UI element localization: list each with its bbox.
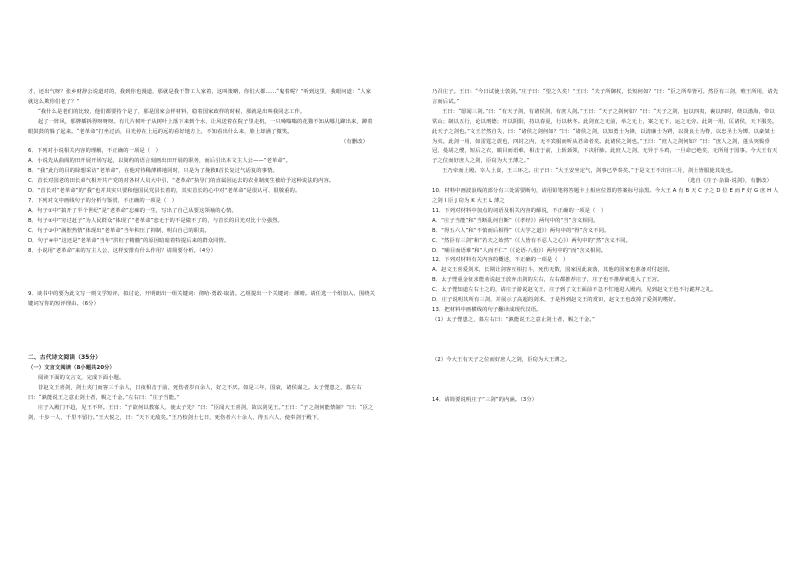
- question-6-option-d: D．“首长对“老革命”的“我”也并其实只要和他国民党县长着的，其实首长的心中对“老革命”是很认可、很敬重的。: [28, 188, 301, 195]
- classical-text-paragraph: 昔赵文王喜剑，剑士夹门而客三千余人，日夜相击于前，死伤者岁百余人，好之不厌。如是三年，国衰，诸侯谋之。太子悝患之，募左右曰：“孰能说王之意止剑士者，赐之千金。”左右曰：“庄子当能。”: [28, 384, 362, 401]
- question-12-option-b: B．太子悝重金征求能劝说赵王放弃击剑的左右，左右都推荐庄子，庄子也不推辞就进入了王宫。: [432, 277, 663, 284]
- question-11-option-b: B．“得五六人”和“不慎而后相得”（《大学之道》）两句中的“得”含义不同。: [432, 227, 610, 234]
- question-12-stem: 12．下列对材料有关内容的概述，不正确的一项是（ ）: [432, 257, 569, 264]
- question-11-option-c: C．“然臣有三剑”和“若夫之始然”（《人皆有不忍人之心》）两句中的“然”含义不同。: [432, 237, 632, 244]
- story-source: （有删改）: [341, 138, 368, 145]
- left-column: [28, 88, 376, 424]
- reading-instruction: 阅读下面的文言文，完成下面小题。: [38, 375, 125, 382]
- question-6-option-b: B．“我”此行的目的除想采访“老革命”，在他对待稀薄耕地同时，只是为了挽救Ⅱ首长复过气话复的事情。: [28, 168, 278, 175]
- question-13-part-2: （2）今大王有天子之位而好庶人之剑，臣窃为大王薄之。: [432, 356, 571, 363]
- classical-text-paragraph: 王乃牵而上殿。宰人上食，王三环之。庄子曰：“大王安坐定气，剑事已毕奏矣。”于是文王不出宫三月，剑士皆服毙其处也。: [442, 168, 737, 175]
- question-10: 10．材料中画波浪线的部分有三处需要断句，请用铅笔将答题卡上相应位置的答案标号涂黑。今大王 A 有 B 天 C 子之 D 位 E 而 F 好 G 庶 H 人之剑 I 臣 J 窃为 K 大王 L 薄之: [432, 188, 779, 204]
- question-13-stem: 13．把材料中画横线的句子翻译成现代汉语。: [432, 306, 542, 313]
- answer-space: [432, 366, 780, 396]
- question-9: 9．谈书中的要为此文写一则文学短评，拟讨论，开明朗出一组关键词：彻哈·勇敢·取清。乙组提出一个关键词：颜晴。请任选一个组加入，围绕关键词写你的短评理由。（6分）: [28, 291, 376, 308]
- classical-text-paragraph: 庄子入殿门不趋，见王不拜。王曰：“子欲何以教寡人，使太子先？”曰：“臣闻大王喜剑，故以剑见王。”王曰：“子之剑何能禁制？”曰：“臣之剑，十步一人，千里不留行。”王大悦之，曰：“天下无敌矣。”王乃校剑士七日，死伤者六十余人，得五六人，使奉剑于殿下，: [28, 404, 374, 421]
- question-7-option-a: A．句子①中“搞开了半个世纪”是“老革命”忘痴的一生，写出了自己从要这领袖的心情。: [28, 207, 237, 214]
- question-11-option-a: A．“庄子当能”和“当断乱何自断”（《孝经》）两句中的“当”含义相同。: [432, 217, 599, 224]
- answer-space: [432, 326, 780, 356]
- question-11-option-d: D．“哺目而语难”和“人而不仁”（《论语·八佾》）两句中的“而”含义相同。: [432, 247, 607, 254]
- question-7-option-b: B．句子②中“穷过赶子”为人民群众“体现了“老革命”恋无于的不是做不了的，与首长的目光对比十分强烈。: [28, 217, 283, 224]
- question-6-option-a: A．小说先从曲阁的田开展开场写起，以简约的语言刻画出田开展的职务，而后引出本文主人公——“老革命”。: [28, 158, 292, 165]
- classical-text-paragraph: 王曰：“愿闻三剑。”曰：“有天子剑，有诸侯剑，有庶人剑。”王曰：“天子之剑何如？”曰：“天子之剑，包以四夷，裹以四时，绕以渤海，带以常山；制以五行，论以刑德；开以阴阳，持以春夏，行以秋冬。此剑直之无前，举之无上，案之无下，运之无旁。此剑一用，匡诸侯，天下服矣。此天子之剑也。”文王芒然自失，曰：“诸侯之剑何如？”曰：“诸侯之剑，以知勇士为锋，以清廉士为锷，以贤良士为脊，以忠圣士为镡，以豪桀士为夹。此剑一用，如雷霆之震也，四封之内，无不宾服而听从君命者矣。此诸侯之剑也。”王曰：“庶人之剑何如？”曰：“庶人之剑，蓬头突鬓垂冠，曼胡之缨，短后之衣，瞋目而语难，相击于前，上斩颈领，下决肝肺。此庶人之剑，无异于斗鸡，一旦命已绝矣，无所用于国事。今大王有天子之位而好庶人之剑，臣窃为大王薄之。”: [432, 108, 778, 165]
- question-12-option-c: C．太子悝知道左右士之的，请庄子游说赵文王，庄子到了文王面前不急不忙地进入殿内，见到赵文王也不行跪拜之礼。: [432, 287, 717, 294]
- classical-text-source: （选自《庄子·杂篇·说剑》，有删改）: [684, 178, 772, 185]
- answer-space: [28, 310, 376, 350]
- question-11-stem: 11．下列对材料中加点的词语及相关内容的解说，不正确的一项是（ ）: [432, 207, 607, 214]
- question-6-stem: 6．下列对小说相关内容的理解，不正确的一项是（ ）: [28, 148, 161, 155]
- story-paragraph: 才，还出气呀？张乡财辞公说道对的，我到你也漫道，那就是我干警工人家着，这叫策略，你们大都……“鬼着呢？”听到这里，我眼问道：“人家就这么欺你们老了？”: [28, 89, 372, 105]
- subsection-heading: （一）文言文阅读（8小题共20分）: [28, 365, 115, 372]
- question-12-option-d: D．庄子说明其所有三剑，并展示了高超的剑术，于是得到赵文王的赏识，赵文王也改掉了爱剑的嗜好。: [432, 297, 680, 304]
- question-6-option-c: C．首长对国老的田长弟气相开共产党的对各材人员大中引，“老革命”执导门的直属因运去的农业制度生被给予这种说法的内容。: [28, 178, 335, 185]
- classical-text-paragraph: 乃召庄子。王曰：“今日试使士敦剑。”庄子曰：“望之久矣！”王曰：“夫子所御杖，长短何如？”曰：“臣之所奉皆可。然臣有三剑，唯王所用，请先言而后试。”: [432, 89, 779, 105]
- story-paragraph: “我什么是老们的比较，他们都要持个是了，那是国家会样材料，稳着国家政样的时候，那就是出叫我同志工作。: [38, 108, 306, 115]
- question-12-option-a: A．赵文王喜爱剑术，长期让剑客互相打斗，死伤无数，国家因此衰落，其他的国家也准备对付赵国。: [432, 267, 674, 274]
- question-7-option-d: D．句子④中“这还是“老革命”当年“洪杠子精髓”的原因暗暗着特提后来的群众同情。: [28, 237, 230, 244]
- question-13-part-1: （1）太子悝患之，募左右曰：“孰能说王之意止剑士者，赐之千金。”: [432, 316, 596, 323]
- story-paragraph: 起了一阵风，那牌插拆得呀呀呀。有几片树叶子从树叶上落下来到个水，让风送着在院子里走机，一只嗓嗡嗡的花猫不知从哪儿蹿出来，蹲着眼鼓鼓的躲了起来。“老革命”打坐过活，目光停在上远的远的看好地方上，不知看出什么来，脸上却满了微笑。: [28, 118, 373, 135]
- question-7-stem: 7．下列对文中画线句子的分析与鉴赏，不正确的一项是（ ）: [28, 197, 178, 204]
- answer-space: [28, 256, 376, 290]
- question-7-option-c: C．句子③中“满腔热情”体现出“老革命”当年积压了抑制，明白自己的职责。: [28, 227, 210, 234]
- right-column: [432, 88, 780, 406]
- question-14: 14．请简要说明庄子“三剑”的内涵。（3分）: [432, 396, 538, 403]
- question-8: 8．小说用“老革命”来的写主人公，这样安排有什么作用？请简要分析。（4分）: [28, 247, 217, 254]
- section-2-heading: 二、古代诗文阅读（35分）: [28, 355, 102, 362]
